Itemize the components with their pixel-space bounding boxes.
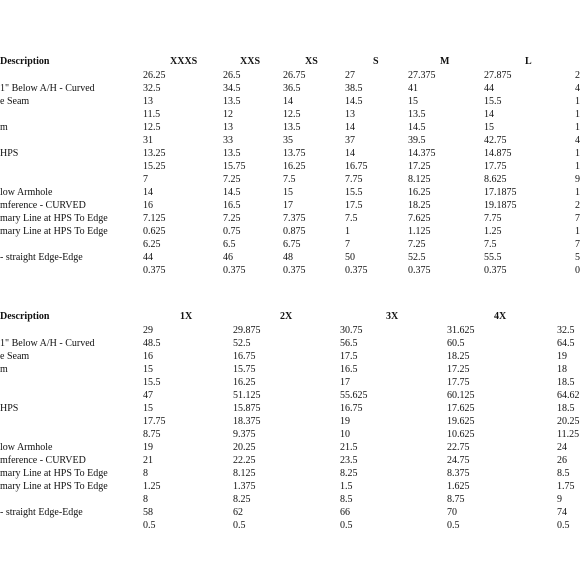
measurement-value: 6.75 [283, 239, 301, 250]
measurement-value: 27 [345, 70, 355, 81]
measurement-value: 16.75 [233, 351, 256, 362]
measurement-value: 18.25 [447, 351, 470, 362]
measurement-value: 8.75 [447, 494, 465, 505]
measurement-value: 58 [143, 507, 153, 518]
measurement-value: 15.5 [345, 187, 363, 198]
measurement-value: 13.75 [283, 148, 306, 159]
measurement-value: 15.5 [484, 96, 502, 107]
measurement-value: 7.25 [408, 239, 426, 250]
measurement-value: 27.375 [408, 70, 436, 81]
measurement-value: 0.375 [345, 265, 368, 276]
measurement-label: - straight Edge-Edge [0, 252, 83, 263]
measurement-value: 17.5 [345, 200, 363, 211]
measurement-value: 14 [143, 187, 153, 198]
measurement-value: 18.5 [557, 377, 575, 388]
measurement-value: 48.5 [143, 338, 161, 349]
measurement-value: 46 [223, 252, 233, 263]
measurement-value: 16.25 [283, 161, 306, 172]
measurement-value: 26.25 [143, 70, 166, 81]
measurement-value: 1.25 [143, 481, 161, 492]
measurement-value: 0.375 [408, 265, 431, 276]
measurement-value: 55.5 [484, 252, 502, 263]
column-header-size: 3X [386, 311, 399, 322]
measurement-value: 9.375 [233, 429, 256, 440]
measurement-label: HPS [0, 403, 19, 414]
measurement-value: 55.625 [340, 390, 368, 401]
measurement-label: 1" Below A/H - Curved [0, 83, 95, 94]
measurement-value: 1 [575, 226, 580, 237]
measurement-value: 0.5 [143, 520, 156, 531]
measurement-value: 18.5 [557, 403, 575, 414]
measurement-value: 20.25 [557, 416, 580, 427]
measurement-value: 1 [575, 161, 580, 172]
measurement-label: mary Line at HPS To Edge [0, 481, 108, 492]
measurement-value: 50 [345, 252, 355, 263]
measurement-value: 13.5 [223, 96, 241, 107]
measurement-value: 10.625 [447, 429, 475, 440]
measurement-value: 19 [340, 416, 350, 427]
column-header-size: 2X [280, 311, 293, 322]
measurement-label: mary Line at HPS To Edge [0, 213, 108, 224]
measurement-value: 0.75 [223, 226, 241, 237]
measurement-label: e Seam [0, 96, 30, 107]
measurement-label: mary Line at HPS To Edge [0, 226, 108, 237]
measurement-value: 35 [283, 135, 293, 146]
measurement-value: 31 [143, 135, 153, 146]
measurement-value: 8.125 [233, 468, 256, 479]
measurement-value: 32.5 [143, 83, 161, 94]
measurement-value: 16.25 [408, 187, 431, 198]
measurement-value: 11.25 [557, 429, 580, 440]
measurement-value: 19 [143, 442, 153, 453]
measurement-value: 22.75 [447, 442, 470, 453]
measurement-value: 52.5 [233, 338, 251, 349]
measurement-value: 8.125 [408, 174, 431, 185]
measurement-value: 30.75 [340, 325, 363, 336]
measurement-value: 24.75 [447, 455, 470, 466]
measurement-value: 26 [557, 455, 567, 466]
measurement-value: 13 [223, 122, 233, 133]
measurement-value: 16.25 [233, 377, 256, 388]
column-header-description: Description [0, 311, 50, 322]
measurement-value: 7.5 [283, 174, 296, 185]
column-header-size: S [373, 56, 379, 67]
measurement-value: 13.5 [408, 109, 426, 120]
measurement-value: 7 [143, 174, 148, 185]
measurement-value: 16.5 [223, 200, 241, 211]
measurement-value: 60.125 [447, 390, 475, 401]
column-header-size: XXS [240, 56, 261, 67]
measurement-value: 6.25 [143, 239, 161, 250]
measurement-value: 19.625 [447, 416, 475, 427]
measurement-value: 13.5 [223, 148, 241, 159]
measurement-value: 17.25 [447, 364, 470, 375]
measurement-label: mference - CURVED [0, 200, 86, 211]
measurement-value: 0.5 [340, 520, 353, 531]
measurement-value: 1 [575, 96, 580, 107]
measurement-value: 7.5 [345, 213, 358, 224]
measurement-value: 15.75 [233, 364, 256, 375]
measurement-value: 17.625 [447, 403, 475, 414]
measurement-value: 7.125 [143, 213, 166, 224]
measurement-value: 14.5 [345, 96, 363, 107]
measurement-value: 7 [345, 239, 350, 250]
measurement-value: 14 [345, 122, 355, 133]
measurement-value: 11.5 [143, 109, 161, 120]
measurement-value: 0.5 [557, 520, 570, 531]
measurement-value: 7.75 [484, 213, 502, 224]
measurement-value: 7 [575, 213, 580, 224]
measurement-value: 18.375 [233, 416, 261, 427]
measurement-value: 8.625 [484, 174, 507, 185]
measurement-value: 1 [575, 187, 580, 198]
measurement-value: 15 [283, 187, 293, 198]
measurement-label: m [0, 122, 8, 133]
measurement-value: 64.62 [557, 390, 580, 401]
measurement-value: 17.5 [340, 351, 358, 362]
measurement-value: 16 [143, 200, 153, 211]
measurement-value: 18 [557, 364, 567, 375]
measurement-value: 27.875 [484, 70, 512, 81]
measurement-value: 0.875 [283, 226, 306, 237]
column-header-size: XXXS [170, 56, 198, 67]
measurement-value: 23.5 [340, 455, 358, 466]
measurement-value: 22.25 [233, 455, 256, 466]
measurement-label: 1" Below A/H - Curved [0, 338, 95, 349]
measurement-value: 8 [143, 494, 148, 505]
measurement-value: 4 [575, 135, 580, 146]
measurement-value: 16.75 [345, 161, 368, 172]
measurement-value: 62 [233, 507, 243, 518]
measurement-value: 1.5 [340, 481, 353, 492]
measurement-value: 6.5 [223, 239, 236, 250]
measurement-value: 1 [575, 122, 580, 133]
measurement-value: 13 [143, 96, 153, 107]
measurement-value: 26.5 [223, 70, 241, 81]
measurement-label: HPS [0, 148, 19, 159]
measurement-value: 12 [223, 109, 233, 120]
measurement-value: 0.375 [223, 265, 246, 276]
column-header-description: Description [0, 56, 50, 67]
measurement-value: 8.5 [340, 494, 353, 505]
measurement-value: 44 [143, 252, 153, 263]
measurement-value: 15 [143, 403, 153, 414]
measurement-value: 21 [143, 455, 153, 466]
measurement-value: 66 [340, 507, 350, 518]
measurement-value: 16.5 [340, 364, 358, 375]
measurement-value: 8.75 [143, 429, 161, 440]
measurement-value: 16 [143, 351, 153, 362]
measurement-value: 1.625 [447, 481, 470, 492]
measurement-value: 14.5 [223, 187, 241, 198]
measurement-value: 8 [143, 468, 148, 479]
measurement-value: 0.5 [233, 520, 246, 531]
measurement-value: 14 [283, 96, 293, 107]
measurement-value: 12.5 [143, 122, 161, 133]
measurement-value: 0.375 [143, 265, 166, 276]
measurement-value: 74 [557, 507, 567, 518]
measurement-value: 44 [484, 83, 494, 94]
measurement-value: 7.25 [223, 174, 241, 185]
measurement-value: 31.625 [447, 325, 475, 336]
measurement-value: 48 [283, 252, 293, 263]
measurement-value: 7.5 [484, 239, 497, 250]
measurement-label: low Armhole [0, 187, 53, 198]
measurement-value: 8.5 [557, 468, 570, 479]
measurement-value: 70 [447, 507, 457, 518]
measurement-value: 20.25 [233, 442, 256, 453]
measurement-value: 7.25 [223, 213, 241, 224]
measurement-label: - straight Edge-Edge [0, 507, 83, 518]
measurement-value: 15.75 [223, 161, 246, 172]
measurement-value: 1.375 [233, 481, 256, 492]
measurement-value: 15.25 [143, 161, 166, 172]
measurement-value: 0 [575, 265, 580, 276]
measurement-value: 19 [557, 351, 567, 362]
measurement-value: 7.75 [345, 174, 363, 185]
measurement-value: 41 [408, 83, 418, 94]
measurement-value: 7 [575, 239, 580, 250]
measurement-label: mference - CURVED [0, 455, 86, 466]
measurement-value: 17.1875 [484, 187, 517, 198]
measurement-value: 13.25 [143, 148, 166, 159]
measurement-value: 14.5 [408, 122, 426, 133]
measurement-value: 13 [345, 109, 355, 120]
measurement-value: 7.375 [283, 213, 306, 224]
measurement-value: 8.25 [340, 468, 358, 479]
measurement-value: 12.5 [283, 109, 301, 120]
measurement-value: 52.5 [408, 252, 426, 263]
measurement-value: 29 [143, 325, 153, 336]
measurement-value: 34.5 [223, 83, 241, 94]
measurement-value: 39.5 [408, 135, 426, 146]
measurement-value: 9 [557, 494, 562, 505]
measurement-value: 32.5 [557, 325, 575, 336]
measurement-value: 33 [223, 135, 233, 146]
column-header-size: L [525, 56, 532, 67]
measurement-value: 7.625 [408, 213, 431, 224]
measurement-value: 42.75 [484, 135, 507, 146]
measurement-label: m [0, 364, 8, 375]
measurement-value: 1 [345, 226, 350, 237]
measurement-label: mary Line at HPS To Edge [0, 468, 108, 479]
measurement-value: 24 [557, 442, 567, 453]
measurement-value: 8.375 [447, 468, 470, 479]
measurement-value: 2 [575, 70, 580, 81]
measurement-value: 17 [340, 377, 350, 388]
measurement-value: 16.75 [340, 403, 363, 414]
measurement-value: 19.1875 [484, 200, 517, 211]
column-header-size: 4X [494, 311, 507, 322]
measurement-value: 14 [345, 148, 355, 159]
measurement-value: 36.5 [283, 83, 301, 94]
measurement-value: 15.875 [233, 403, 261, 414]
column-header-size: XS [305, 56, 318, 67]
measurement-label: e Seam [0, 351, 30, 362]
measurement-value: 1.75 [557, 481, 575, 492]
measurement-value: 64.5 [557, 338, 575, 349]
measurement-value: 1 [575, 109, 580, 120]
measurement-label: low Armhole [0, 442, 53, 453]
column-header-size: 1X [180, 311, 193, 322]
measurement-value: 17.75 [484, 161, 507, 172]
measurement-value: 13.5 [283, 122, 301, 133]
column-header-size: M [440, 56, 450, 67]
measurement-value: 8.25 [233, 494, 251, 505]
measurement-value: 14.375 [408, 148, 436, 159]
measurement-value: 37 [345, 135, 355, 146]
measurement-value: 0.375 [283, 265, 306, 276]
measurement-value: 26.75 [283, 70, 306, 81]
measurement-value: 21.5 [340, 442, 358, 453]
measurement-value: 60.5 [447, 338, 465, 349]
measurement-value: 0.625 [143, 226, 166, 237]
measurement-value: 15 [484, 122, 494, 133]
measurement-value: 1.125 [408, 226, 431, 237]
measurement-value: 0.5 [447, 520, 460, 531]
measurement-value: 17 [283, 200, 293, 211]
measurement-value: 18.25 [408, 200, 431, 211]
measurement-value: 15 [408, 96, 418, 107]
measurement-value: 1.25 [484, 226, 502, 237]
measurement-value: 51.125 [233, 390, 261, 401]
measurement-value: 5 [575, 252, 580, 263]
measurement-value: 14.875 [484, 148, 512, 159]
measurement-value: 9 [575, 174, 580, 185]
measurement-value: 17.75 [447, 377, 470, 388]
measurement-value: 56.5 [340, 338, 358, 349]
measurement-value: 29.875 [233, 325, 261, 336]
measurement-value: 15.5 [143, 377, 161, 388]
measurement-value: 14 [484, 109, 494, 120]
measurement-value: 38.5 [345, 83, 363, 94]
measurement-value: 47 [143, 390, 153, 401]
measurement-value: 2 [575, 200, 580, 211]
measurement-value: 4 [575, 83, 580, 94]
measurement-value: 0.375 [484, 265, 507, 276]
measurement-value: 1 [575, 148, 580, 159]
measurement-value: 17.75 [143, 416, 166, 427]
measurement-value: 15 [143, 364, 153, 375]
measurement-value: 10 [340, 429, 350, 440]
measurement-value: 17.25 [408, 161, 431, 172]
